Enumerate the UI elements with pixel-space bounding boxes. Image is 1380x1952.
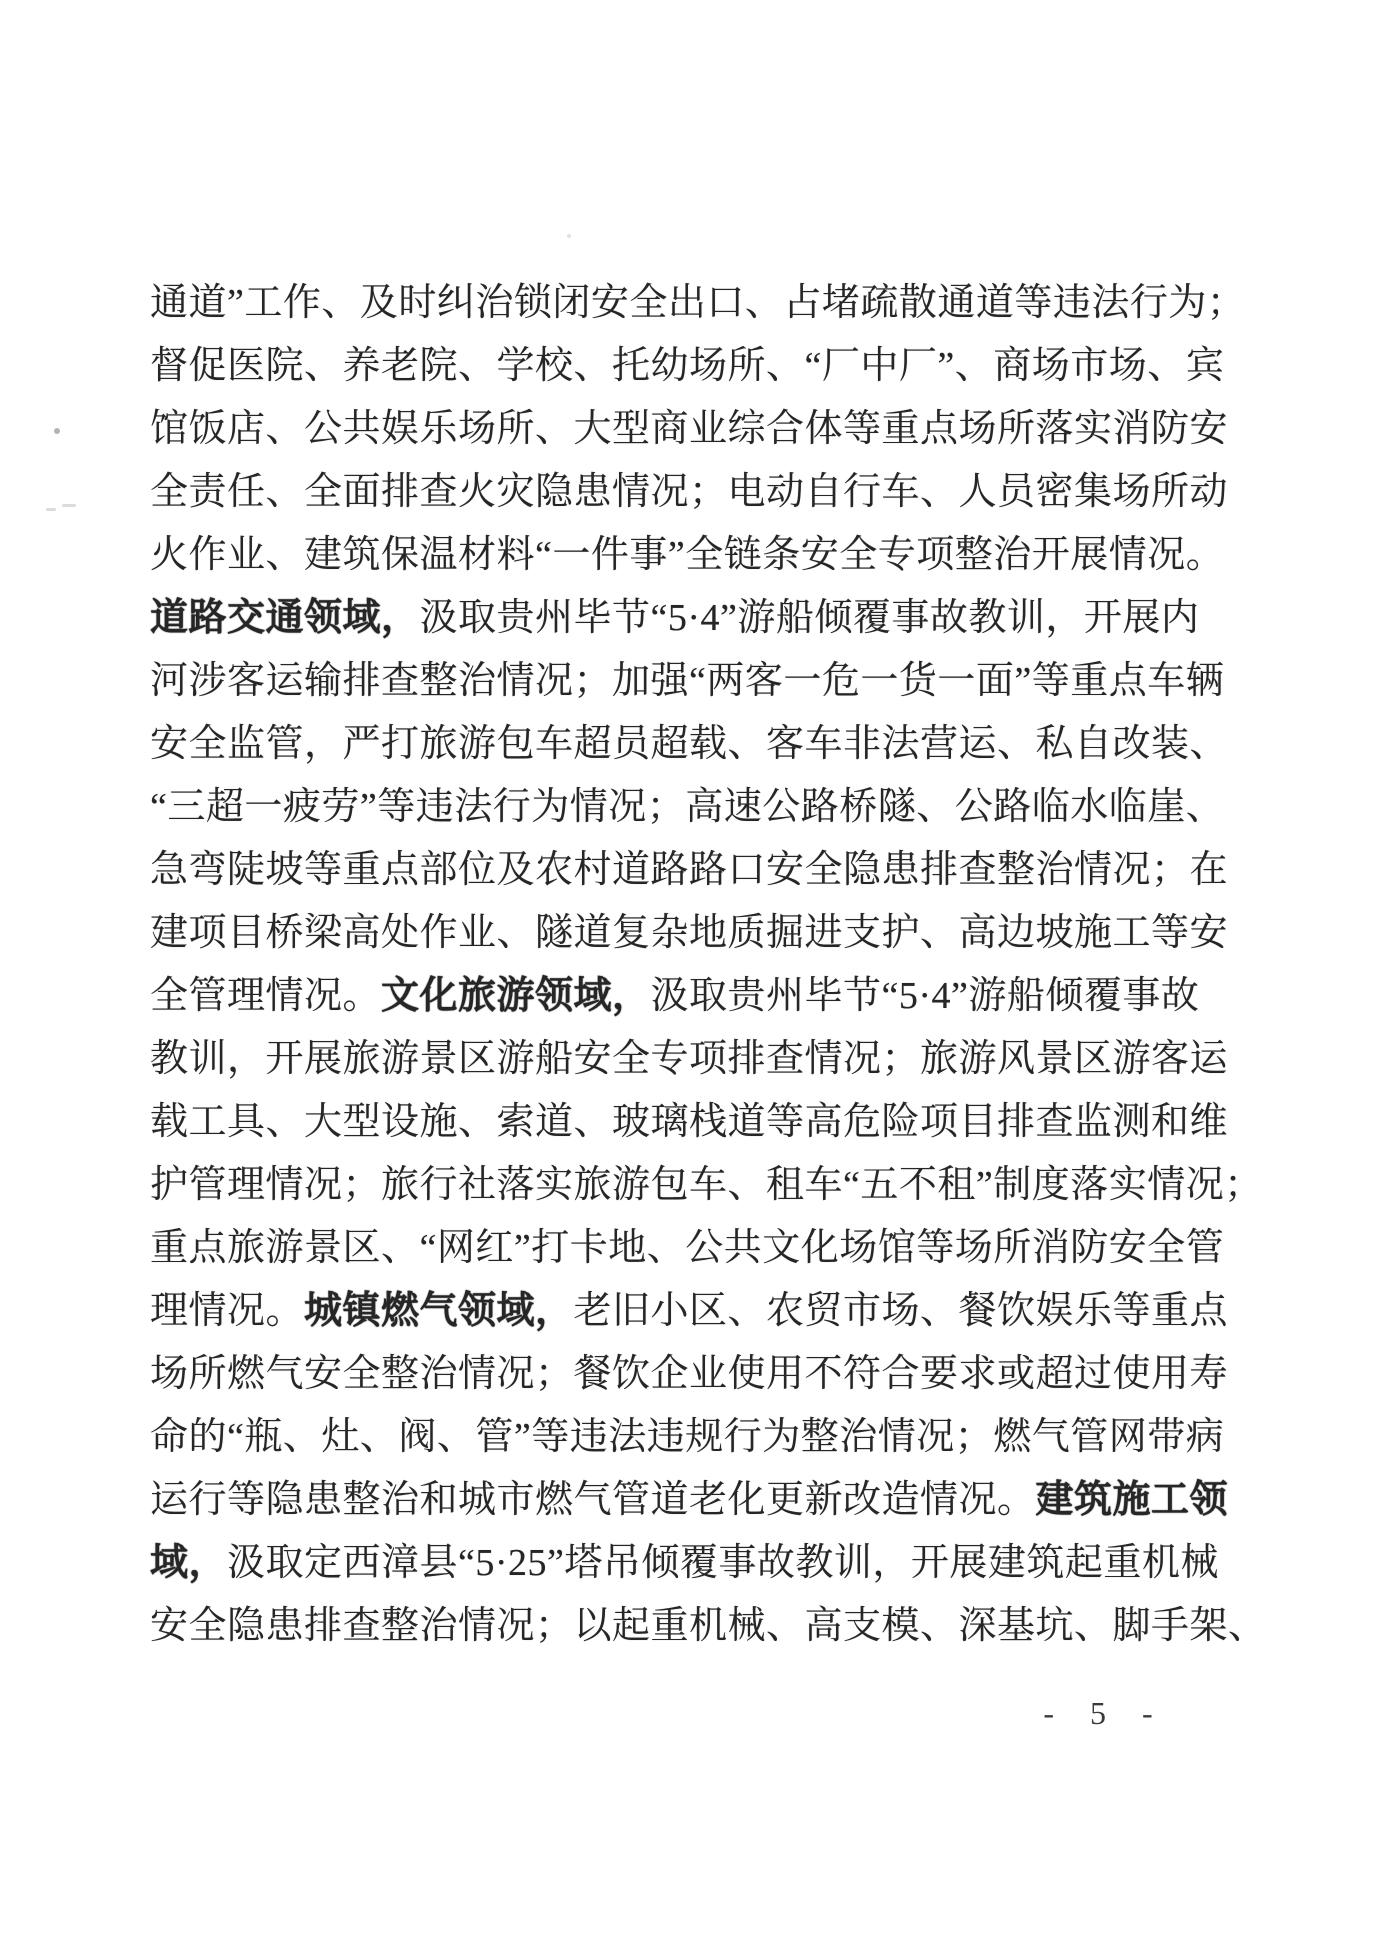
text-line [150,1028,1229,1091]
text-segment: 汲取贵州毕节“5·4”游船倾覆事故 [650,975,1200,1017]
text-line [150,1469,1229,1532]
text-segment: 重点旅游景区、“网红”打卡地、公共文化场馆等场所消防安全管 [150,1227,1225,1269]
scan-artifact [567,234,571,238]
text-segment: 安全隐患排查整治情况；以起重机械、高支模、深基坑、脚手架、 [150,1605,1267,1647]
text-line [150,524,1225,587]
text-segment: 场所燃气安全整治情况；餐饮企业使用不符合要求或超过使用寿 [150,1353,1229,1395]
text-line [150,398,1229,461]
document-body [150,272,1267,1658]
text-segment: 安全监管，严打旅游包车超员超载、客车非法营运、私自改装、 [150,723,1229,765]
bold-heading-segment: 建筑施工领 [1035,1479,1229,1521]
text-segment: 载工具、大型设施、索道、玻璃栈道等高危险项目排查监测和维 [150,1101,1229,1143]
text-segment: 汲取定西漳县“5·25”塔吊倾覆事故教训，开展建筑起重机械 [227,1542,1219,1584]
text-line [150,1154,1263,1217]
bold-heading-segment: 域， [150,1542,228,1584]
scan-artifact [62,504,76,507]
text-segment: 河涉客运输排查整治情况；加强“两客一危一货一面”等重点车辆 [150,660,1225,702]
text-line [150,1532,1219,1595]
text-line [150,965,1200,1028]
text-line [150,1280,1229,1343]
text-segment: 护管理情况；旅行社落实旅游包车、租车“五不租”制度落实情况； [150,1164,1263,1206]
text-segment: 教训，开展旅游景区游船安全专项排查情况；旅游风景区游客运 [150,1038,1229,1080]
text-line [150,272,1246,335]
text-line [150,650,1225,713]
text-segment: 汲取贵州毕节“5·4”游船倾覆事故教训，开展内 [419,597,1200,639]
text-line [150,1406,1225,1469]
text-segment: 全责任、全面排查火灾隐患情况；电动自行车、人员密集场所动 [150,471,1229,513]
text-line [150,839,1229,902]
text-segment: 馆饭店、公共娱乐场所、大型商业综合体等重点场所落实消防安 [150,408,1229,450]
text-segment: 建项目桥梁高处作业、隧道复杂地质掘进支护、高边坡施工等安 [150,912,1229,954]
bold-heading-segment: 城镇燃气领域， [304,1290,574,1332]
text-segment: 急弯陡坡等重点部位及农村道路路口安全隐患排查整治情况；在 [150,849,1229,891]
text-line [150,1217,1225,1280]
scan-artifact [46,508,56,511]
text-segment: “三超一疲劳”等违法行为情况；高速公路桥隧、公路临水临崖、 [150,786,1225,828]
text-segment: 火作业、建筑保温材料“一件事”全链条安全专项整治开展情况。 [150,534,1225,576]
text-segment: 老旧小区、农贸市场、餐饮娱乐等重点 [573,1290,1229,1332]
text-line [150,461,1229,524]
bold-heading-segment: 文化旅游领域， [381,975,651,1017]
text-line [150,713,1229,776]
bold-heading-segment: 道路交通领域， [150,597,420,639]
scan-artifact [54,428,60,434]
page-number: - 5 - [1043,1695,1167,1731]
text-segment: 运行等隐患整治和城市燃气管道老化更新改造情况。 [150,1479,1036,1521]
text-line [150,1343,1229,1406]
text-segment: 全管理情况。 [150,975,382,1017]
text-line [150,902,1229,965]
text-segment: 通道”工作、及时纠治锁闭安全出口、占堵疏散通道等违法行为； [150,282,1246,324]
text-line [150,1595,1267,1658]
text-segment: 理情况。 [150,1290,305,1332]
text-line [150,587,1200,650]
text-line [150,776,1225,839]
text-line [150,1091,1229,1154]
text-line [150,335,1225,398]
text-segment: 命的“瓶、灶、阀、管”等违法违规行为整治情况；燃气管网带病 [150,1416,1225,1458]
text-segment: 督促医院、养老院、学校、托幼场所、“厂中厂”、商场市场、宾 [150,345,1225,387]
